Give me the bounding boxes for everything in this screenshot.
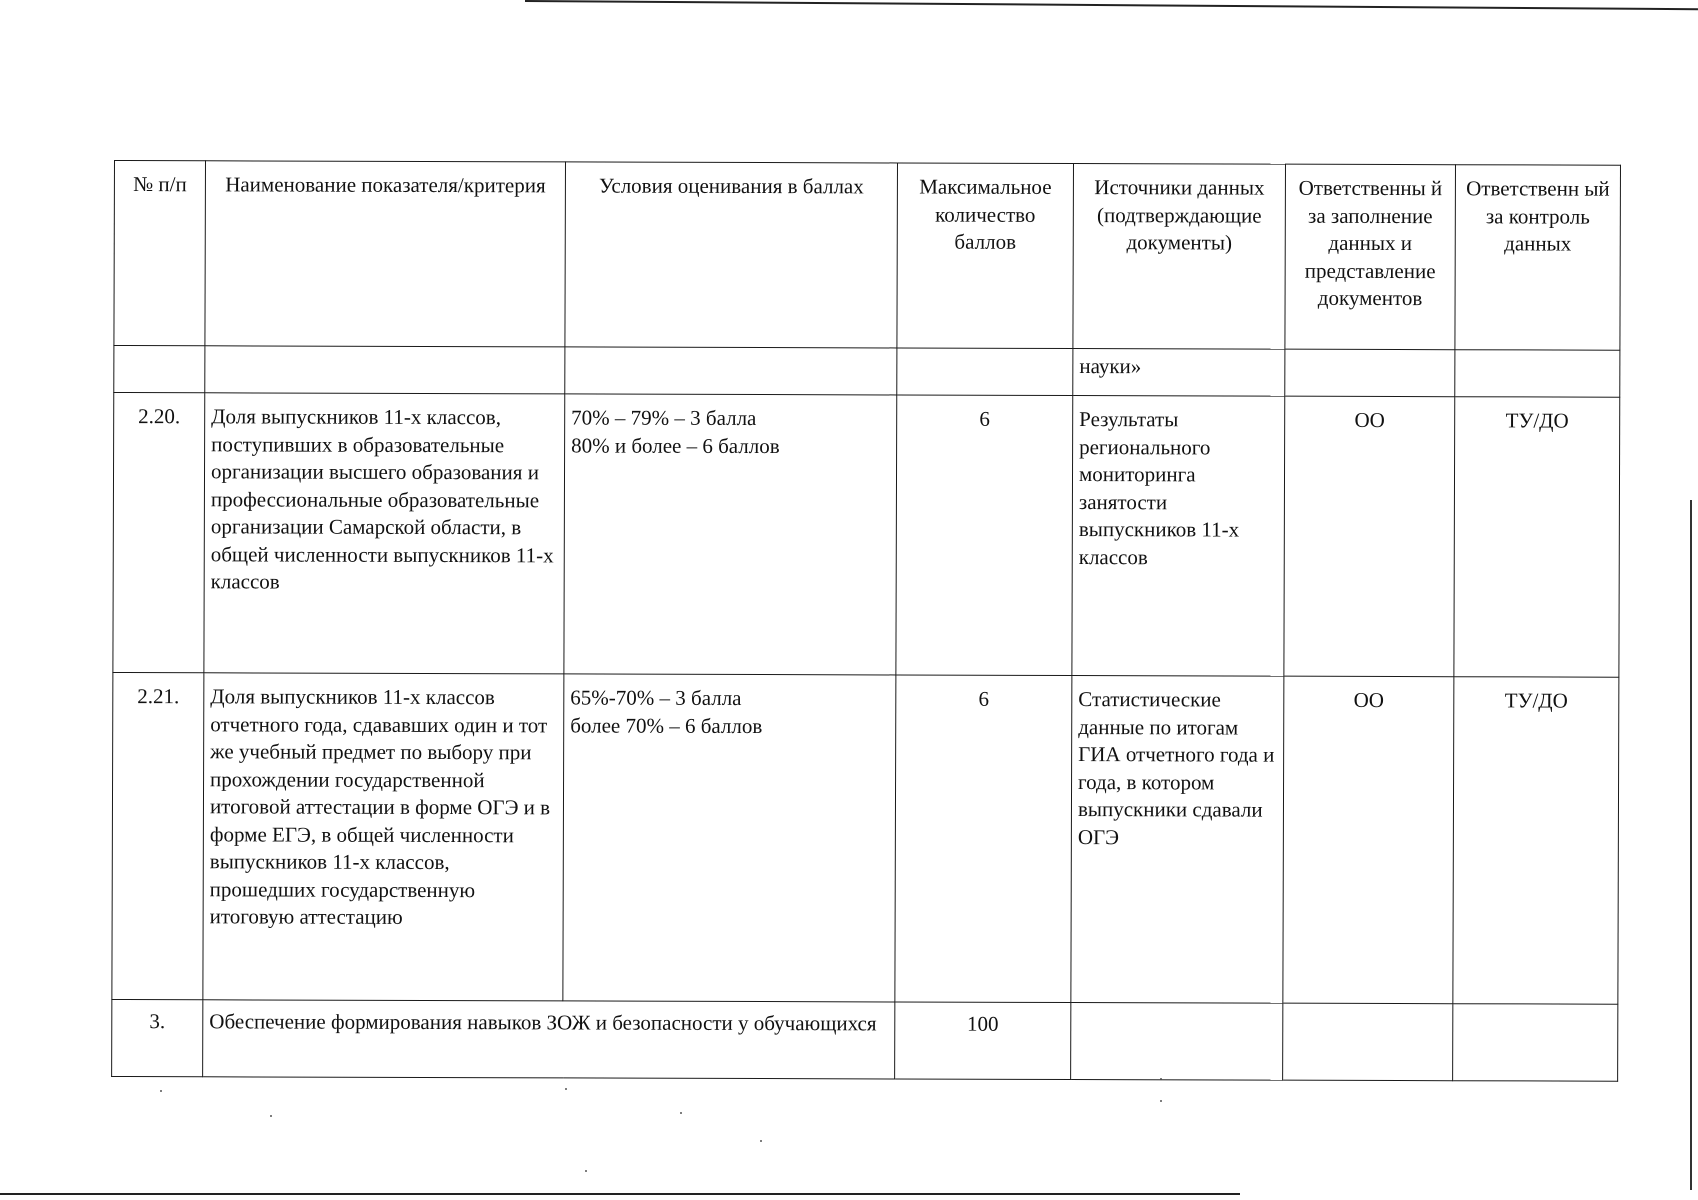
scan-speck [680,1112,682,1114]
row-conditions [564,394,897,675]
cont-num [114,346,205,393]
scan-speck [270,1115,272,1117]
condition-line: 65%-70% – 3 балла [570,685,742,710]
header-resp-fill: Ответственны й за заполнение данных и представление документов [1285,164,1456,350]
header-num: № п/п [114,161,206,346]
scan-speck [585,1170,587,1172]
criteria-table-wrapper [111,160,1620,1082]
header-conditions: Условия оценивания в баллах [565,162,898,348]
cont-sources: науки» [1073,349,1285,397]
scan-speck [160,1090,162,1092]
scan-edge-top [525,0,1698,10]
condition-line: 80% и более – 6 баллов [571,432,780,458]
row-resp-fill: ОО [1283,676,1454,1004]
condition-line: 70% – 79% – 3 балла [571,405,757,431]
cont-name [205,346,565,394]
row-max: 6 [896,395,1073,676]
row-resp-control: ТУ/ДО [1454,397,1620,678]
continuation-row [114,346,1620,398]
header-resp-control: Ответственн ый за контроль данных [1455,165,1621,351]
section-num: 3. [112,999,203,1076]
header-max: Максимальное количество баллов [897,163,1074,349]
scan-speck [1160,1078,1162,1080]
row-sources: Статистические данные по итогам ГИА отчетного года и года, в котором выпускники сдавали ОГЭ [1071,676,1284,1004]
scan-edge-bottom [0,1193,1240,1195]
row-num: 2.21. [112,672,204,999]
section-row [112,999,1618,1081]
scan-edge-right [1690,500,1692,1190]
condition-line: более 70% – 6 баллов [570,712,763,738]
table-row [113,393,1620,678]
section-max: 100 [895,1002,1071,1080]
cont-conditions [565,347,897,395]
scan-speck [565,1088,567,1090]
row-resp-fill: ОО [1284,396,1455,677]
header-name: Наименование показателя/критерия [205,161,566,347]
row-name: Доля выпускников 11-х классов отчетного года, сдававших один и тот же учебный предмет по выбору при прохождении государственной итоговой аттестации в форме ОГЭ и в форме ЕГЭ, в общей численности выпускников 11-х классов, прошедших государственную итоговую аттестацию [203,673,564,1001]
table-row [112,672,1619,1004]
scan-speck [760,1140,762,1142]
cont-resp-control [1455,350,1620,398]
scan-speck [1160,1100,1162,1102]
header-sources: Источники данных (подтверждающие документы) [1073,164,1286,350]
section-resp-fill [1283,1003,1453,1081]
section-name: Обеспечение формирования навыков ЗОЖ и безопасности у обучающихся [203,1000,895,1079]
row-sources: Результаты регионального мониторинга занятости выпускников 11-х классов [1072,396,1285,677]
section-sources [1071,1003,1283,1081]
row-max: 6 [895,675,1072,1003]
row-name: Доля выпускников 11-х классов, поступивших в образовательные организации высшего образования и профессиональные образовательные организации Самарской области, в общей численности выпускников 11-х классов [204,393,565,674]
row-conditions [563,674,896,1002]
row-num: 2.20. [113,393,205,673]
cont-max [897,348,1073,396]
cont-resp-fill [1285,349,1455,397]
table-header-row [114,161,1621,351]
row-resp-control: ТУ/ДО [1453,677,1619,1005]
section-resp-control [1453,1004,1618,1082]
criteria-table [111,160,1621,1082]
